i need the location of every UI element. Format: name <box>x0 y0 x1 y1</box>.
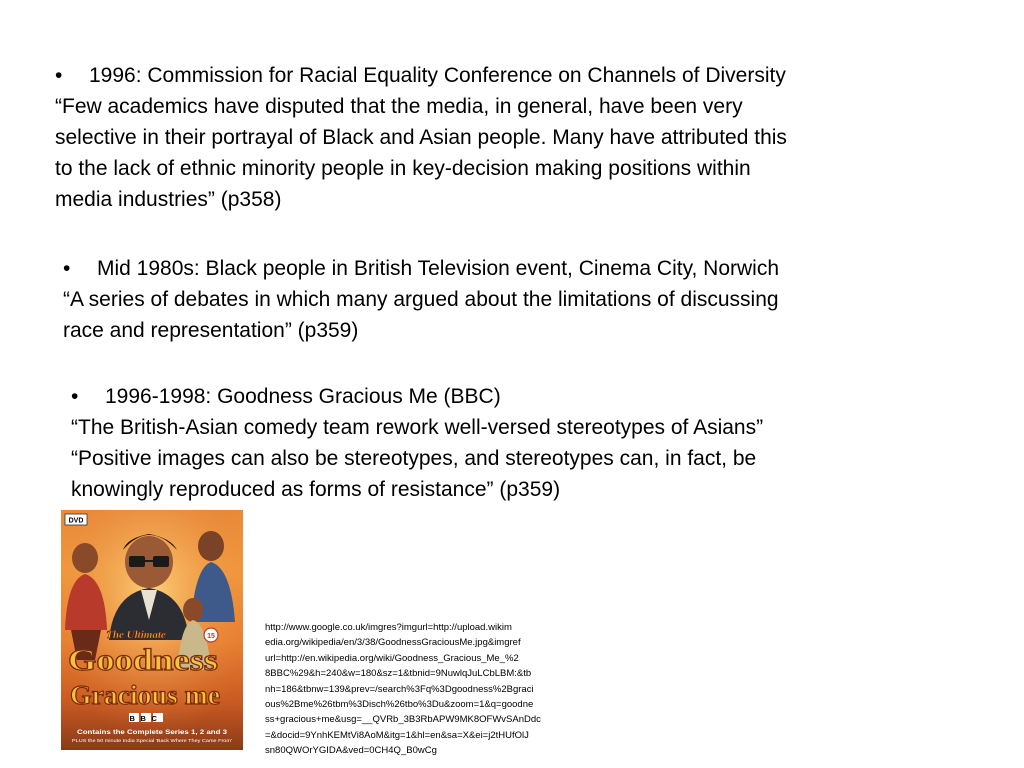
entry-1-quote-line-3: to the lack of ethnic minority people in key-decision making positions within <box>55 157 751 180</box>
entry-2-heading-line <box>63 253 779 284</box>
entry-1-quote-line-4: media industries” (p358) <box>55 188 282 211</box>
entry-3-heading-line <box>71 381 763 412</box>
bullet-icon: • <box>71 385 79 408</box>
entry-3 <box>71 381 763 505</box>
entry-3-heading: 1996-1998: Goodness Gracious Me (BBC) <box>105 385 501 408</box>
entry-3-quote-line-2: “Positive images can also be stereotypes, and stereotypes can, in fact, be <box>71 447 757 470</box>
dvd-cover-art <box>61 510 243 750</box>
goodness-gracious-me-dvd-cover-image <box>61 510 243 750</box>
dvd-title-line-1: The Ultimate <box>106 629 166 641</box>
entry-2-quote-line-2: race and representation” (p359) <box>63 319 359 342</box>
bbc-logo <box>129 713 163 723</box>
dvd-caption-line-2: PLUS the 50 minute India Special 'Back Where They Came From' <box>72 738 233 743</box>
bbc-logo-text: BBC <box>129 714 163 723</box>
bullet-icon: • <box>55 64 63 87</box>
entry-1-heading-line <box>55 60 787 91</box>
entry-1-quote-line-2: selective in their portrayal of Black and Asian people. Many have attributed this <box>55 126 787 149</box>
dvd-caption-line-1: Contains the Complete Series 1, 2 and 3 <box>77 730 228 736</box>
rating-text: 15 <box>207 633 215 640</box>
entry-3-quote-line-3: knowingly reproduced as forms of resistance” (p359) <box>71 478 561 501</box>
entry-1-quote-line-1: “Few academics have disputed that the media, in general, have been very <box>55 95 743 118</box>
dvd-badge-text: DVD <box>68 517 84 525</box>
bullet-icon: • <box>63 257 71 280</box>
entry-1-heading: 1996: Commission for Racial Equality Conference on Channels of Diversity <box>89 64 786 87</box>
entry-1 <box>55 60 787 215</box>
image-source-url: http://www.google.co.uk/imgres?imgurl=http://upload.wikim edia.org/wikipedia/en/3/38/GoodnessGraciousMe.jpg&imgref url=http://en.wikipedia.org/wiki/Goodness_Gracious_Me_%2 8BBC%29&h=240&w=180&sz=1&tbnid=9NuwlqJuLCbLBM:&tb nh=186&tbnw=139&prev=/search%3Fq%3Dgoodness%2Bgraci ous%2Bme%26tbm%3Disch%26tbo%3Du&zoom=1&q=goodne ss+gracious+me&usg=__QVRb_3B3RbAPW9MK8OFWvSAnDdc =&docid=9YnhKEMtVi8AoM&itg=1&hl=en&sa=X&ei=j2tHUfOlJ sn80QWOrYGIDA&ved=0CH4Q_B0wCg <box>265 622 541 757</box>
dvd-title-line-2: Goodness <box>68 642 218 677</box>
entry-2-quote-line-1: “A series of debates in which many argued about the limitations of discussing <box>63 288 779 311</box>
entry-2 <box>63 253 779 346</box>
entry-2-heading: Mid 1980s: Black people in British Television event, Cinema City, Norwich <box>97 257 780 280</box>
entry-3-quote-line-1: “The British-Asian comedy team rework well-versed stereotypes of Asians” <box>71 416 764 439</box>
dvd-title-line-3: Gracious me <box>70 680 221 710</box>
